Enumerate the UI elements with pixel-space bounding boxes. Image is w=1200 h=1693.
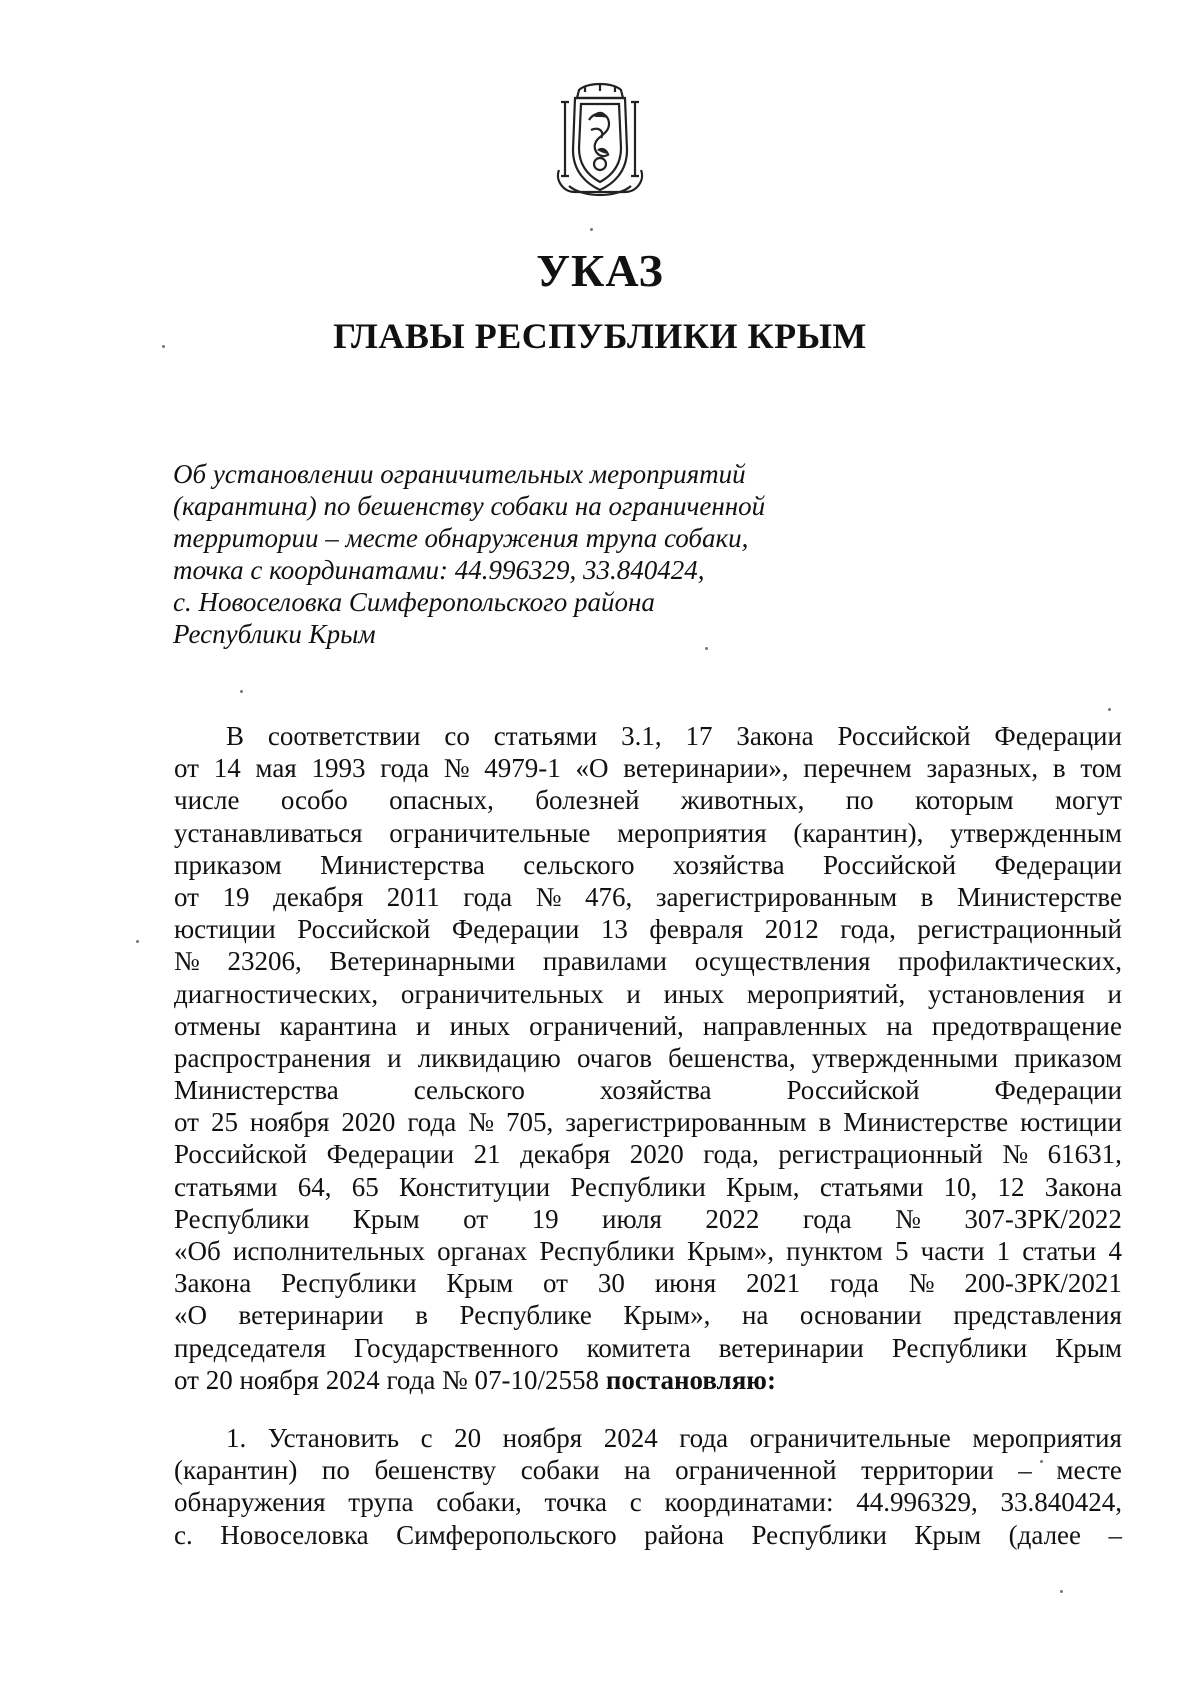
- item-1-line: 1. Установить с 20 ноября 2024 года ограничительные мероприятия: [226, 1422, 1122, 1453]
- scan-speck: [590, 228, 593, 231]
- preamble-line: диагностических, ограничительных и иных мероприятий, установления и: [174, 978, 1122, 1009]
- preamble-line: от 25 ноября 2020 года № 705, зарегистрированным в Министерстве юстиции: [174, 1107, 1122, 1138]
- preamble-line: статьями 64, 65 Конституции Республики Крым, статьями 10, 12 Закона: [174, 1171, 1122, 1202]
- preamble-line: председателя Государственного комитета ветеринарии Республики Крым: [174, 1332, 1122, 1363]
- preamble-line: числе особо опасных, болезней животных, по которым могут: [174, 785, 1122, 816]
- preamble-line: распространения и ликвидацию очагов бешенства, утвержденными приказом: [174, 1042, 1122, 1073]
- preamble-line: юстиции Российской Федерации 13 февраля 2012 года, регистрационный: [174, 914, 1122, 945]
- preamble-line: «Об исполнительных органах Республики Крым», пунктом 5 части 1 статьи 4: [174, 1236, 1122, 1266]
- preamble-line: Республики Крым от 19 июля 2022 года № 307-ЗРК/2022: [174, 1203, 1122, 1234]
- decree-body: [174, 720, 1122, 1551]
- preamble-last-text: от 20 ноября 2024 года № 07-10/2558: [174, 1364, 600, 1395]
- crimea-coat-of-arms-icon: [535, 80, 665, 205]
- item-1-paragraph: [174, 1422, 1122, 1551]
- decree-heading: [173, 458, 873, 650]
- document-subtitle: ГЛАВЫ РЕСПУБЛИКИ КРЫМ: [333, 316, 867, 356]
- preamble-line: № 23206, Ветеринарными правилами осуществления профилактических,: [174, 946, 1122, 977]
- scan-speck: [136, 940, 139, 943]
- scan-speck: [1108, 708, 1111, 711]
- preamble-last-line: [174, 1364, 1122, 1396]
- preamble-paragraph: [174, 720, 1122, 1396]
- scan-speck: [1040, 1460, 1043, 1463]
- heading-line: Об установлении ограничительных мероприятий: [173, 459, 746, 489]
- heading-line: с. Новоселовка Симферопольского района: [173, 587, 655, 617]
- preamble-line: отмены карантина и иных ограничений, направленных на предотвращение: [174, 1010, 1122, 1041]
- heading-line: точка с координатами: 44.996329, 33.840424,: [173, 555, 705, 585]
- item-1-line: обнаружения трупа собаки, точка с координатами: 44.996329, 33.840424,: [174, 1487, 1122, 1518]
- heading-line: территории – месте обнаружения трупа собаки,: [173, 523, 749, 553]
- preamble-line: устанавливаться ограничительные мероприятия (карантин), утвержденным: [174, 817, 1122, 848]
- preamble-line: Российской Федерации 21 декабря 2020 года, регистрационный № 61631,: [174, 1139, 1122, 1170]
- scan-speck: [162, 345, 165, 348]
- heading-line: Республики Крым: [173, 619, 376, 649]
- scan-speck: [240, 690, 243, 693]
- preamble-line: В соответствии со статьями 3.1, 17 Закона Российской Федерации: [226, 721, 1122, 751]
- document-title: УКАЗ: [536, 245, 664, 296]
- preamble-line: Министерства сельского хозяйства Российской Федерации: [174, 1075, 1122, 1106]
- item-1-line: с. Новоселовка Симферопольского района Республики Крым (далее –: [174, 1519, 1122, 1550]
- preamble-line: «О ветеринарии в Республике Крым», на основании представления: [174, 1300, 1122, 1331]
- heading-line: (карантина) по бешенству собаки на ограниченной: [173, 491, 766, 521]
- preamble-line: от 19 декабря 2011 года № 476, зарегистрированным в Министерстве: [174, 881, 1122, 912]
- preamble-line: от 14 мая 1993 года № 4979-1 «О ветеринарии», перечнем заразных, в том: [174, 753, 1122, 784]
- preamble-line: приказом Министерства сельского хозяйства Российской Федерации: [174, 849, 1122, 880]
- scan-speck: [1060, 1590, 1063, 1593]
- decree-verb: постановляю:: [605, 1364, 776, 1395]
- scan-speck: [705, 647, 708, 650]
- item-1-line: (карантин) по бешенству собаки на ограниченной территории – месте: [174, 1455, 1122, 1486]
- preamble-line: Закона Республики Крым от 30 июня 2021 года № 200-ЗРК/2021: [174, 1268, 1122, 1299]
